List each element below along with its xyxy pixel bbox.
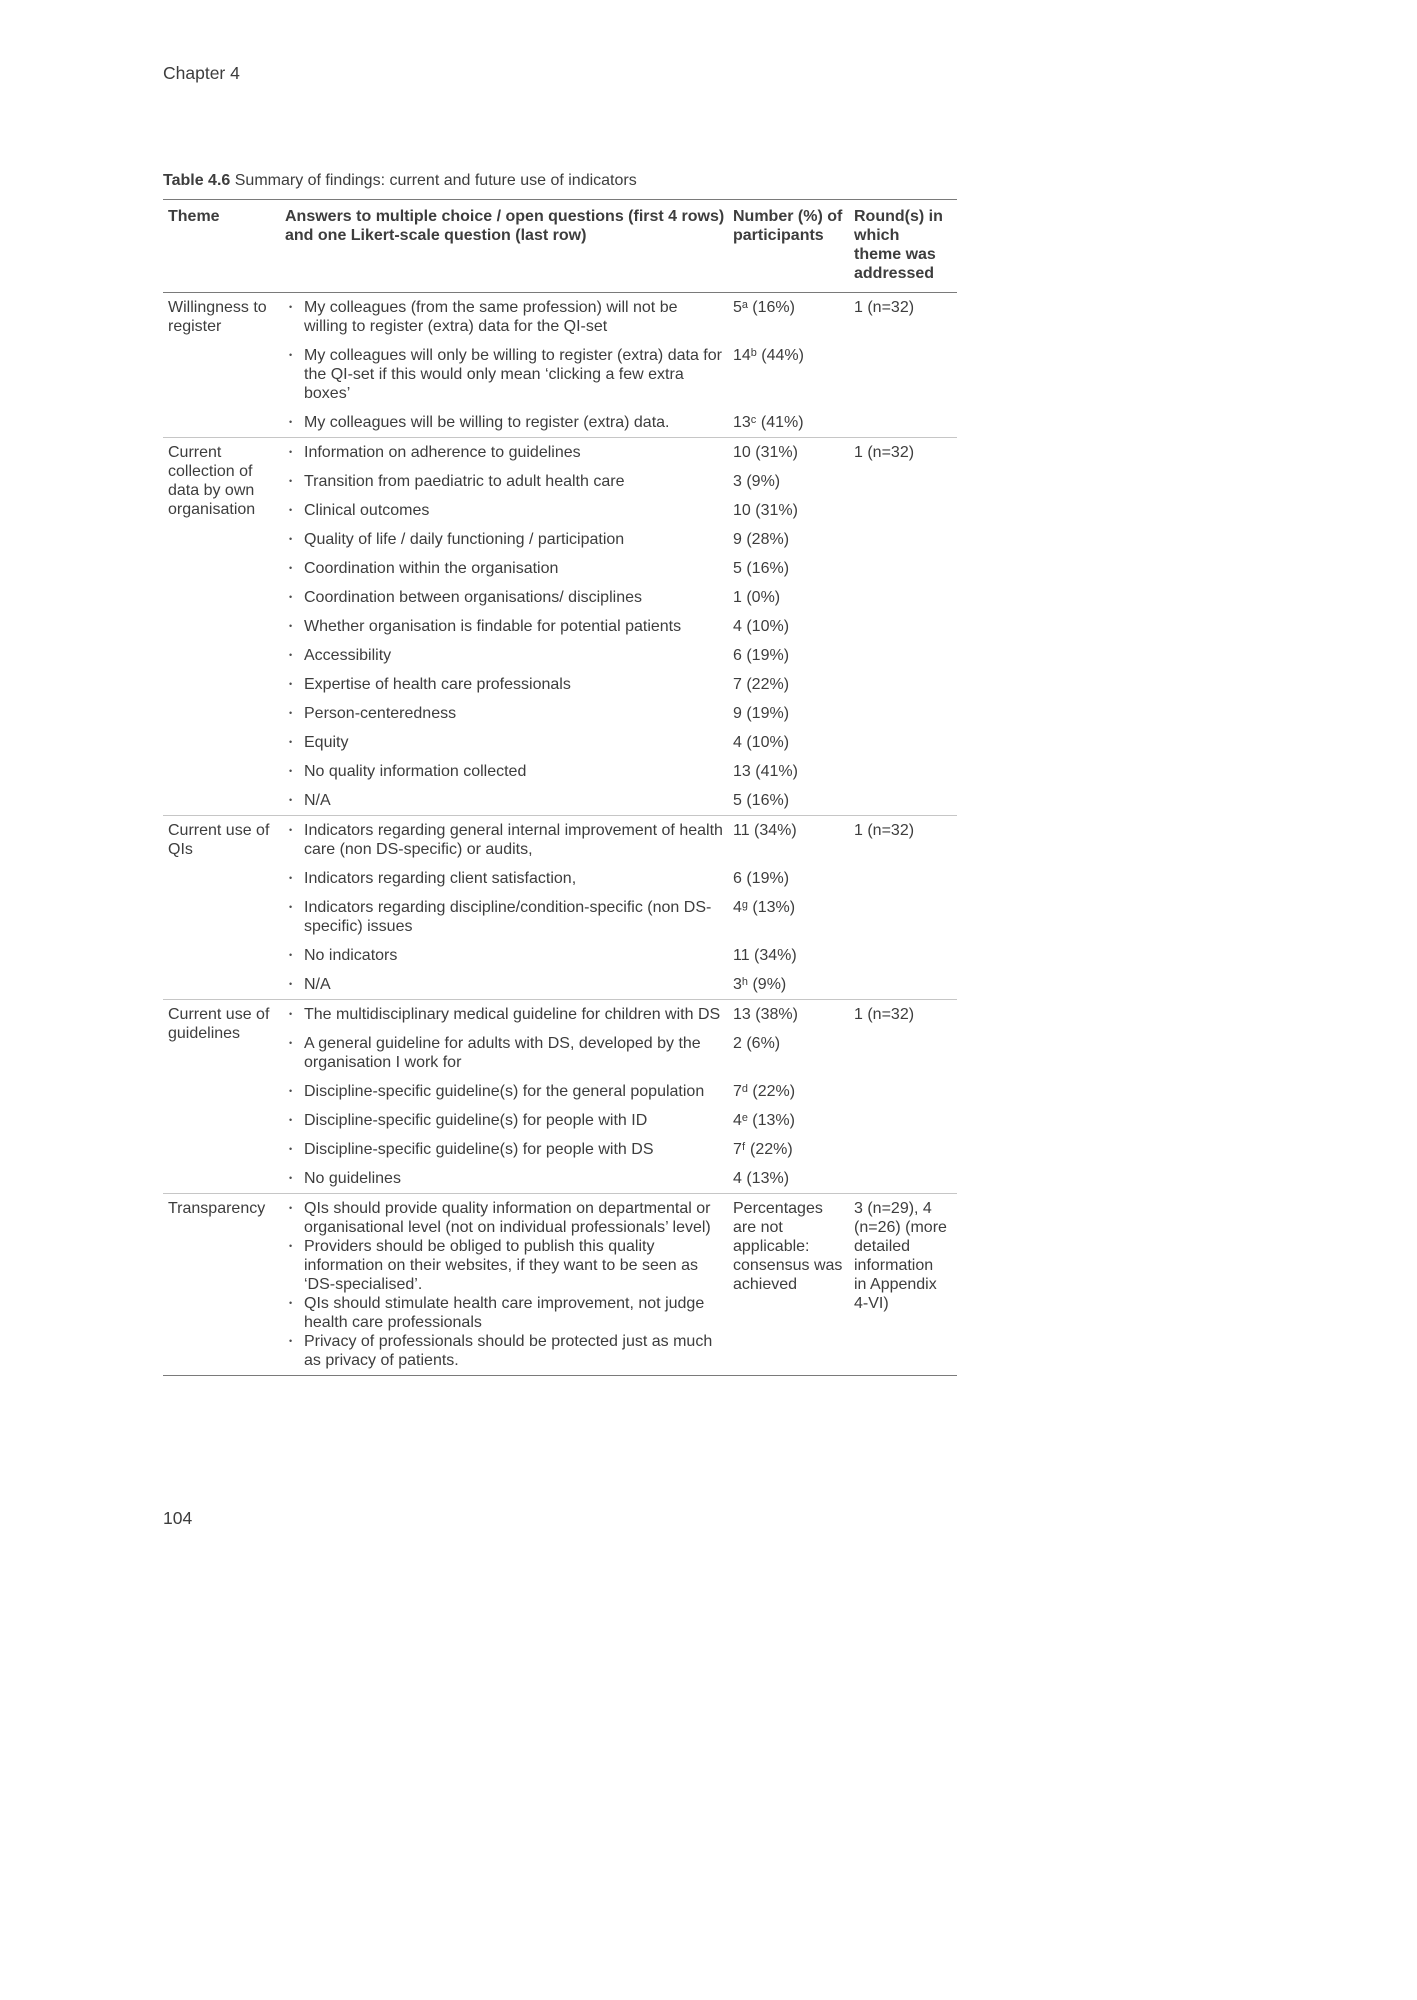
header-theme: Theme bbox=[163, 200, 285, 293]
bullet-icon: • bbox=[289, 1038, 293, 1048]
answer-cell bbox=[285, 341, 733, 408]
answer-item bbox=[285, 821, 725, 859]
answer-cell bbox=[285, 786, 733, 816]
answer-item bbox=[285, 443, 725, 462]
bullet-icon: • bbox=[289, 950, 293, 960]
bullet-icon: • bbox=[289, 476, 293, 486]
bullet-icon: • bbox=[289, 621, 293, 631]
bullet-icon: • bbox=[289, 1086, 293, 1096]
participants-cell: 11 (34%) bbox=[733, 816, 854, 865]
round-cell: 1 (n=32) bbox=[854, 438, 957, 816]
answer-item bbox=[285, 1082, 725, 1101]
answer-cell bbox=[285, 438, 733, 468]
answer-text: Providers should be obliged to publish this quality information on their websites, if they want to be seen as ‘DS-specialised’. bbox=[304, 1238, 698, 1293]
bullet-icon: • bbox=[289, 592, 293, 602]
answer-cell bbox=[285, 612, 733, 641]
bullet-icon: • bbox=[289, 708, 293, 718]
bullet-icon: • bbox=[289, 417, 293, 427]
answer-item bbox=[285, 1237, 725, 1294]
bullet-icon: • bbox=[289, 505, 293, 515]
answer-text: My colleagues will be willing to register (extra) data. bbox=[304, 414, 670, 431]
answer-item bbox=[285, 617, 725, 636]
answer-cell bbox=[285, 1135, 733, 1164]
bullet-icon: • bbox=[289, 679, 293, 689]
answer-cell bbox=[285, 893, 733, 941]
participants-cell: 7ᶠ (22%) bbox=[733, 1141, 793, 1158]
bullet-icon: • bbox=[289, 534, 293, 544]
bullet-icon: • bbox=[289, 1298, 293, 1308]
bullet-icon: • bbox=[289, 447, 293, 457]
answer-item bbox=[285, 501, 725, 520]
answer-cell bbox=[285, 864, 733, 893]
answer-item bbox=[285, 298, 725, 336]
answer-text: Privacy of professionals should be protected just as much as privacy of patients. bbox=[304, 1333, 713, 1369]
table-header bbox=[163, 200, 957, 293]
answer-item bbox=[285, 762, 725, 781]
header-number: Number (%) of participants bbox=[733, 200, 854, 293]
participants-cell: 6 (19%) bbox=[733, 647, 790, 664]
answer-cell bbox=[285, 583, 733, 612]
bullet-icon: • bbox=[289, 350, 293, 360]
theme-cell: Current collection of data by own organisation bbox=[163, 438, 285, 816]
round-cell: 1 (n=32) bbox=[854, 299, 915, 316]
table-caption-label: Table 4.6 bbox=[163, 172, 231, 189]
participants-cell: 4 (13%) bbox=[733, 1170, 790, 1187]
answer-text: Indicators regarding client satisfaction, bbox=[304, 870, 577, 887]
table-caption bbox=[163, 171, 963, 190]
page-number: 104 bbox=[163, 1508, 193, 1528]
answer-text: Clinical outcomes bbox=[304, 502, 430, 519]
table-row bbox=[163, 1194, 957, 1376]
participants-cell: 7ᵈ (22%) bbox=[733, 1083, 796, 1100]
answer-item bbox=[285, 946, 725, 965]
participants-cell: 11 (34%) bbox=[733, 947, 797, 964]
participants-cell: 1 (0%) bbox=[733, 589, 781, 606]
participants-cell: 5 (16%) bbox=[733, 560, 790, 577]
answer-item bbox=[285, 1005, 725, 1024]
answer-cell bbox=[285, 293, 733, 342]
participants-cell: 10 (31%) bbox=[733, 502, 798, 519]
answer-cell bbox=[285, 757, 733, 786]
answer-cell bbox=[285, 408, 733, 438]
answer-text: Expertise of health care professionals bbox=[304, 676, 571, 693]
answer-text: QIs should stimulate health care improvement, not judge health care professionals bbox=[304, 1295, 705, 1331]
participants-cell: 9 (19%) bbox=[733, 705, 790, 722]
answer-item bbox=[285, 559, 725, 578]
answer-text: Discipline-specific guideline(s) for the general population bbox=[304, 1083, 705, 1100]
answer-item bbox=[285, 704, 725, 723]
answer-text: Indicators regarding general internal improvement of health care (non DS-specific) or audits, bbox=[304, 822, 723, 858]
participants-cell: Percentages are not applicable: consensus was achieved bbox=[733, 1194, 854, 1376]
answer-cell bbox=[285, 554, 733, 583]
answer-item bbox=[285, 1199, 725, 1237]
answer-item bbox=[285, 1140, 725, 1159]
table-row bbox=[163, 816, 957, 865]
table-container bbox=[163, 199, 957, 1376]
participants-cell: 9 (28%) bbox=[733, 531, 790, 548]
answer-cell bbox=[285, 699, 733, 728]
participants-cell: 5 (16%) bbox=[733, 792, 790, 809]
answer-text: N/A bbox=[304, 792, 331, 809]
answer-item bbox=[285, 898, 725, 936]
table-row bbox=[163, 293, 957, 342]
bullet-icon: • bbox=[289, 1241, 293, 1251]
participants-cell: 14ᵇ (44%) bbox=[733, 347, 804, 364]
bullet-icon: • bbox=[289, 979, 293, 989]
bullet-icon: • bbox=[289, 1144, 293, 1154]
answer-text: Coordination between organisations/ disciplines bbox=[304, 589, 642, 606]
round-cell: 3 (n=29), 4 (n=26) (more detailed information in Appendix 4-VI) bbox=[854, 1194, 957, 1376]
answer-item bbox=[285, 1169, 725, 1188]
answer-item bbox=[285, 1111, 725, 1130]
answer-item bbox=[285, 975, 725, 994]
answer-cell bbox=[285, 467, 733, 496]
answer-cell bbox=[285, 1000, 733, 1030]
participants-cell: 5ᵃ (16%) bbox=[733, 299, 795, 316]
answer-text: A general guideline for adults with DS, developed by the organisation I work for bbox=[304, 1035, 701, 1071]
answer-text: Coordination within the organisation bbox=[304, 560, 559, 577]
answer-text: My colleagues (from the same profession) will not be willing to register (extra) data for the QI-set bbox=[304, 299, 678, 335]
answer-cell bbox=[285, 728, 733, 757]
answer-text: The multidisciplinary medical guideline for children with DS bbox=[304, 1006, 721, 1023]
table-row bbox=[163, 438, 957, 468]
bullet-icon: • bbox=[289, 873, 293, 883]
header-round: Round(s) in which theme was addressed bbox=[854, 200, 957, 293]
bullet-icon: • bbox=[289, 1173, 293, 1183]
bullet-icon: • bbox=[289, 795, 293, 805]
answer-cell bbox=[285, 496, 733, 525]
theme-cell: Current use of guidelines bbox=[163, 1000, 285, 1194]
answer-text: No indicators bbox=[304, 947, 398, 964]
participants-cell: 4 (10%) bbox=[733, 618, 790, 635]
answer-text: Indicators regarding discipline/condition-specific (non DS-specific) issues bbox=[304, 899, 712, 935]
header-row bbox=[163, 200, 957, 293]
participants-cell: 10 (31%) bbox=[733, 438, 854, 468]
participants-cell: 4ᵉ (13%) bbox=[733, 1112, 795, 1129]
bullet-icon: • bbox=[289, 1203, 293, 1213]
findings-table bbox=[163, 199, 957, 1376]
bullet-icon: • bbox=[289, 737, 293, 747]
answer-item bbox=[285, 1294, 725, 1332]
bullet-icon: • bbox=[289, 1336, 293, 1346]
answer-cell bbox=[285, 670, 733, 699]
answer-text: Transition from paediatric to adult health care bbox=[304, 473, 625, 490]
bullet-icon: • bbox=[289, 302, 293, 312]
bullet-icon: • bbox=[289, 825, 293, 835]
bullet-icon: • bbox=[289, 1115, 293, 1125]
participants-cell: 13 (41%) bbox=[733, 763, 798, 780]
answer-item bbox=[285, 1034, 725, 1072]
theme-cell: Transparency bbox=[163, 1194, 285, 1376]
answer-item bbox=[285, 413, 725, 432]
answer-item bbox=[285, 530, 725, 549]
answer-text: Whether organisation is findable for potential patients bbox=[304, 618, 682, 635]
participants-cell: 3ʰ (9%) bbox=[733, 976, 787, 993]
participants-cell: 3 (9%) bbox=[733, 473, 781, 490]
answer-item bbox=[285, 472, 725, 491]
answer-cell bbox=[285, 1106, 733, 1135]
answer-item bbox=[285, 791, 725, 810]
answer-text: Person-centeredness bbox=[304, 705, 457, 722]
table-body bbox=[163, 293, 957, 1376]
answer-cell bbox=[285, 1077, 733, 1106]
answer-text: QIs should provide quality information on departmental or organisational level (not on individual professionals’ level) bbox=[304, 1200, 711, 1236]
participants-cell: 4ᵍ (13%) bbox=[733, 899, 796, 916]
answer-item bbox=[285, 869, 725, 888]
answer-cell bbox=[285, 1194, 733, 1376]
answer-text: My colleagues will only be willing to register (extra) data for the QI-set if this would only mean ‘clicking a few extra boxes’ bbox=[304, 347, 722, 402]
answer-item bbox=[285, 588, 725, 607]
answer-cell bbox=[285, 1164, 733, 1194]
answer-text: No guidelines bbox=[304, 1170, 401, 1187]
chapter-heading: Chapter 4 bbox=[163, 63, 240, 83]
bullet-icon: • bbox=[289, 563, 293, 573]
table-row bbox=[163, 1000, 957, 1030]
participants-cell: 7 (22%) bbox=[733, 676, 790, 693]
round-cell: 1 (n=32) bbox=[854, 1000, 957, 1194]
bullet-icon: • bbox=[289, 766, 293, 776]
bullet-icon: • bbox=[289, 902, 293, 912]
answer-text: Equity bbox=[304, 734, 349, 751]
answer-cell bbox=[285, 641, 733, 670]
answer-item bbox=[285, 346, 725, 403]
answer-item bbox=[285, 733, 725, 752]
participants-cell: 6 (19%) bbox=[733, 870, 790, 887]
answer-text: Accessibility bbox=[304, 647, 392, 664]
answer-cell bbox=[285, 1029, 733, 1077]
header-answers: Answers to multiple choice / open questions (first 4 rows) and one Likert-scale question (last row) bbox=[285, 200, 733, 293]
answer-text: N/A bbox=[304, 976, 331, 993]
participants-cell: 4 (10%) bbox=[733, 734, 790, 751]
round-cell: 1 (n=32) bbox=[854, 816, 957, 1000]
theme-cell: Current use of QIs bbox=[163, 816, 285, 1000]
participants-cell: 2 (6%) bbox=[733, 1035, 781, 1052]
answer-text: Discipline-specific guideline(s) for people with ID bbox=[304, 1112, 648, 1129]
answer-text: No quality information collected bbox=[304, 763, 527, 780]
answer-text: Discipline-specific guideline(s) for people with DS bbox=[304, 1141, 654, 1158]
table-caption-text: Summary of findings: current and future use of indicators bbox=[230, 172, 637, 189]
theme-cell: Willingness to register bbox=[168, 299, 267, 335]
bullet-icon: • bbox=[289, 650, 293, 660]
answer-cell bbox=[285, 970, 733, 1000]
answer-cell bbox=[285, 941, 733, 970]
participants-cell: 13ᶜ (41%) bbox=[733, 414, 804, 431]
answer-cell bbox=[285, 816, 733, 865]
answer-cell bbox=[285, 525, 733, 554]
participants-cell: 13 (38%) bbox=[733, 1000, 854, 1030]
answer-item bbox=[285, 675, 725, 694]
answer-text: Quality of life / daily functioning / participation bbox=[304, 531, 625, 548]
answer-item bbox=[285, 1332, 725, 1370]
answer-text: Information on adherence to guidelines bbox=[304, 444, 581, 461]
answer-item bbox=[285, 646, 725, 665]
bullet-icon: • bbox=[289, 1009, 293, 1019]
